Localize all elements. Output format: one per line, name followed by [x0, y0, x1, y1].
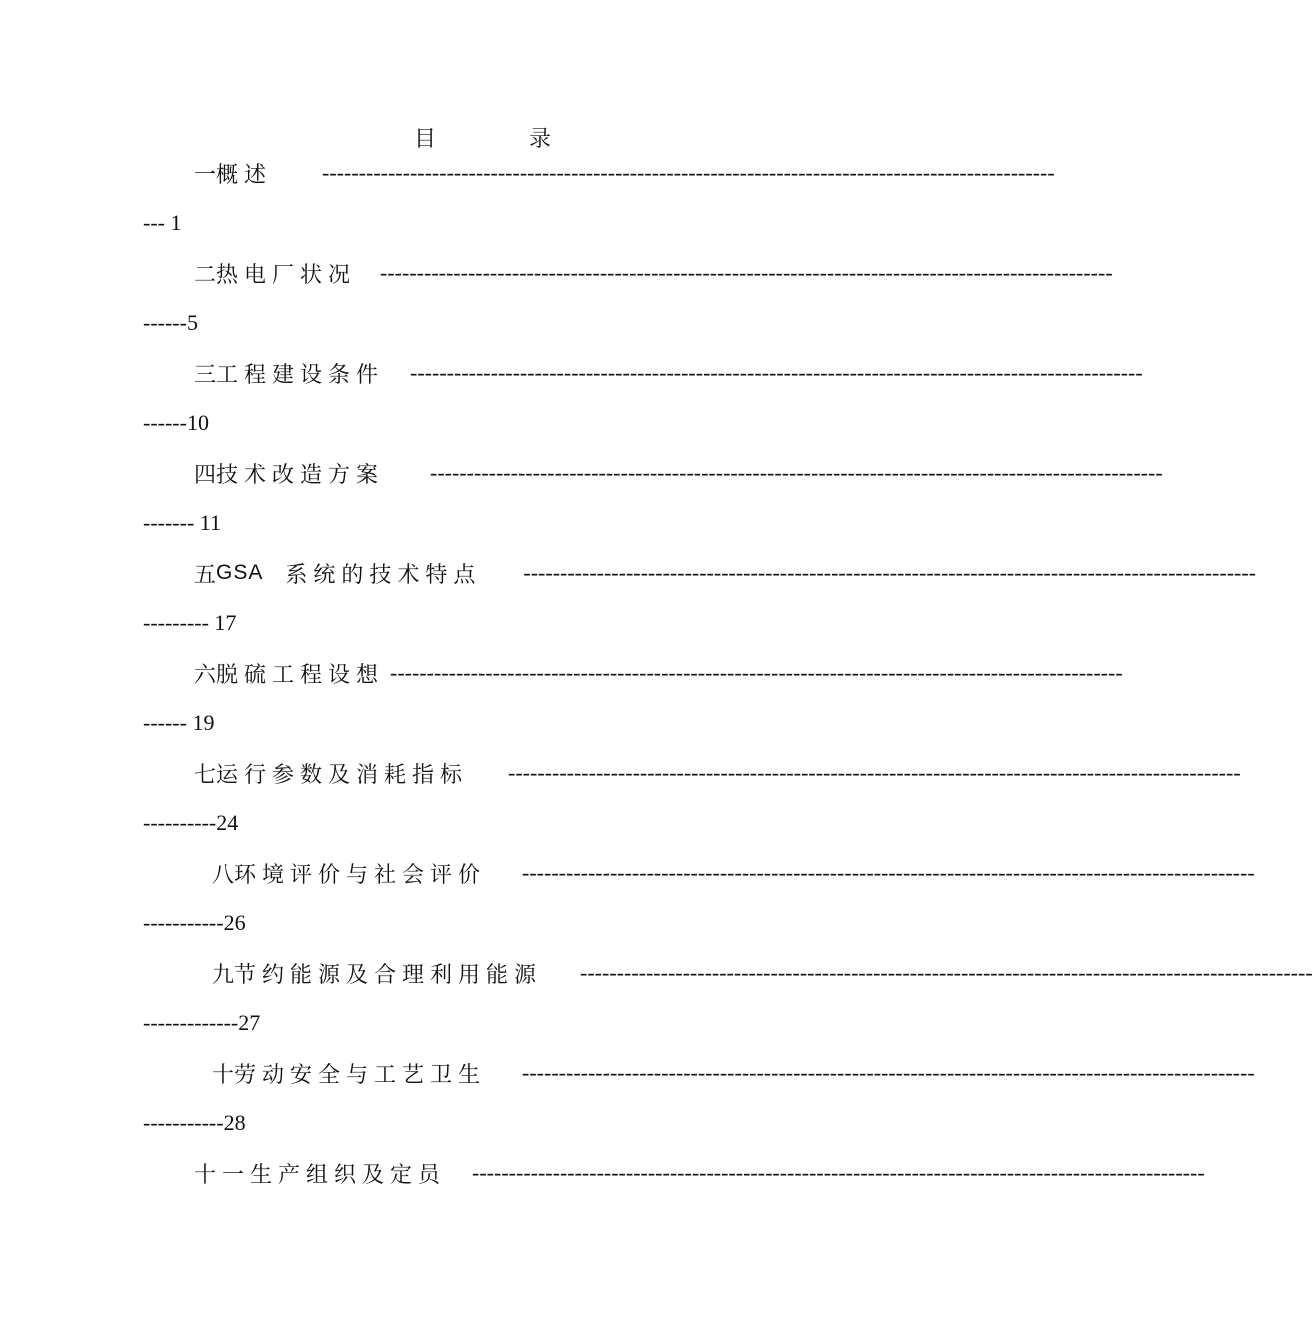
toc-entry-number: 一 [194, 162, 217, 188]
toc-heading-char-2: 录 [529, 127, 552, 152]
toc-entry [0, 158, 1055, 258]
toc-leader: ---------------------------------------------------------------------------------------------------- [390, 660, 1123, 685]
toc-leader: ---------------------------------------------------------------------------------------------------- [430, 460, 1163, 485]
toc-entry-page: ------10 [143, 410, 209, 435]
toc-entry [0, 658, 1123, 758]
toc-entry [0, 358, 1143, 458]
toc-entry-number: 八 [212, 862, 235, 888]
toc-entry [0, 258, 1113, 358]
toc-entry-title: 工程建设条件 [216, 362, 385, 388]
toc-entry-title: 技术改造方案 [216, 462, 385, 488]
toc-entry-title-latin: GSA [216, 561, 264, 584]
toc-entry-page: -------------27 [143, 1010, 261, 1035]
toc-entry [0, 558, 1257, 658]
toc-entry [0, 1058, 1255, 1158]
toc-leader: ---------------------------------------------------------------------------------------------------- [322, 160, 1055, 185]
toc-leader: ---------------------------------------------------------------------------------------------------- [523, 560, 1257, 585]
toc-entry-page: -----------26 [143, 910, 246, 935]
toc-entry [0, 458, 1163, 558]
toc-entry-number: 七 [194, 762, 217, 788]
toc-entry-title: 系统的技术特点 [285, 562, 482, 588]
toc-leader: ---------------------------------------------------------------------------------------------------- [522, 1060, 1255, 1085]
toc-entry-page: --- 1 [143, 210, 182, 235]
toc-leader: ---------------------------------------------------------------------------------------------------- [522, 860, 1255, 885]
toc-entry-title: 运行参数及消耗指标 [216, 762, 469, 788]
toc-leader: ---------------------------------------------------------------------------------------------------- [472, 1160, 1205, 1185]
toc-entry-number: 四 [194, 462, 217, 488]
toc-leader: ---------------------------------------------------------------------------------------------------- [410, 360, 1143, 385]
toc-leader: ---------------------------------------------------------------------------------------------------- [508, 760, 1241, 785]
toc-entry-page: ------ 19 [143, 710, 215, 735]
toc-entry-number: 五 [194, 562, 217, 588]
toc-entry-title: 环境评价与社会评价 [234, 862, 487, 888]
toc-entry-title: 热电厂状况 [216, 262, 357, 288]
toc-entry-page: ------- 11 [143, 510, 221, 535]
toc-entry-title: 概述 [216, 162, 273, 188]
toc-entry-page: ----------24 [143, 810, 239, 835]
toc-entry-number: 二 [194, 262, 217, 288]
toc-entry [0, 1158, 1205, 1258]
toc-heading [0, 122, 950, 152]
toc-entry-title: 生产组织及定员 [250, 1162, 447, 1188]
toc-entry [0, 958, 1313, 1058]
toc-entry-title: 劳动安全与工艺卫生 [234, 1062, 487, 1088]
toc-entry-number: 三 [194, 362, 217, 388]
toc-leader: ---------------------------------------------------------------------------------------------------- [380, 260, 1113, 285]
toc-entry-number: 六 [194, 662, 217, 688]
toc-heading-char-1: 目 [414, 127, 437, 152]
toc-entry [0, 858, 1255, 958]
toc-entry-number: 九 [212, 962, 235, 988]
toc-entry-number: 十 [212, 1062, 235, 1088]
toc-leader: ---------------------------------------------------------------------------------------------------- [580, 960, 1313, 985]
toc-entry [0, 758, 1241, 858]
toc-entry-page: -----------28 [143, 1110, 246, 1135]
toc-entry-number: 十一 [194, 1162, 251, 1188]
toc-entry-title: 脱硫工程设想 [216, 662, 385, 688]
toc-entry-page: --------- 17 [143, 610, 237, 635]
toc-entry-page: ------5 [143, 310, 198, 335]
toc-entry-title: 节约能源及合理利用能源 [234, 962, 543, 988]
